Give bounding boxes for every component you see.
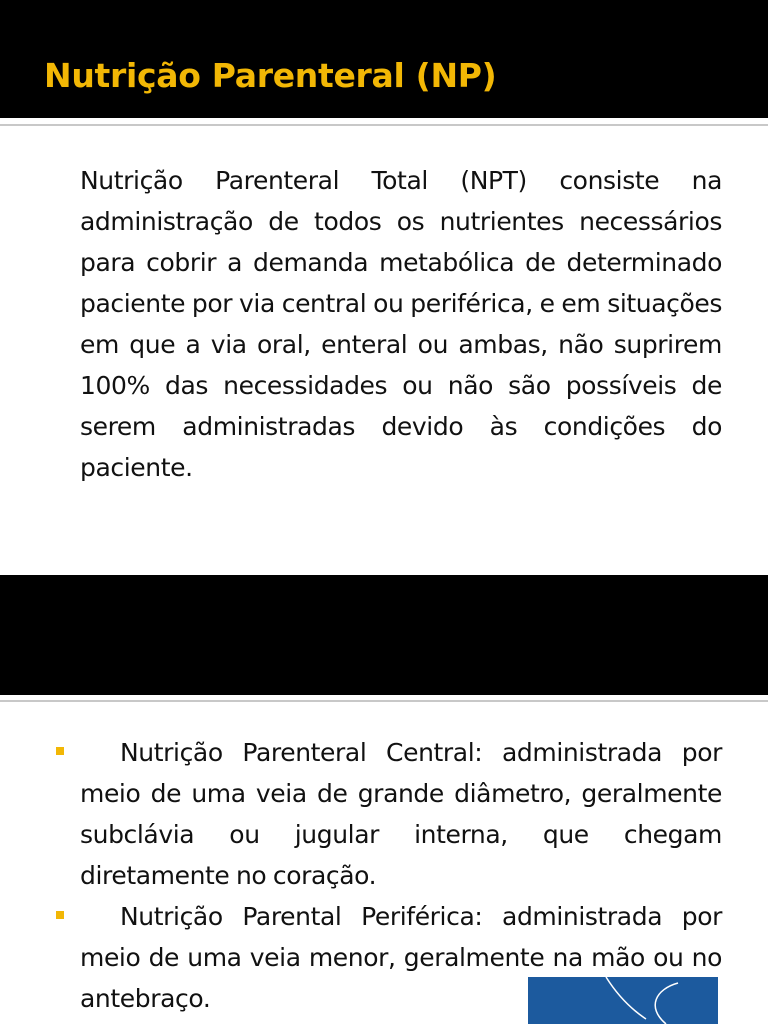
title-bar-slide-2 xyxy=(0,575,768,695)
title-divider-slide-2 xyxy=(0,700,768,702)
illustration-image xyxy=(528,977,718,1024)
bullet-square-icon xyxy=(56,911,64,919)
bullet-square-icon xyxy=(56,747,64,755)
slide-title: Nutrição Parenteral (NP) xyxy=(44,56,497,95)
bullet-text-peripheral: Nutrição Parental Periférica: administrada por meio de uma veia menor, geralmente na mão ou no antebraço. xyxy=(80,902,722,1013)
title-bar xyxy=(0,0,768,118)
list-item xyxy=(0,732,768,896)
bullet-list xyxy=(0,732,768,1019)
title-divider xyxy=(0,124,768,126)
bullet-text-central: Nutrição Parenteral Central: administrada por meio de uma veia de grande diâmetro, geralmente subclávia ou jugular interna, que chegam diretamente no coração. xyxy=(80,738,722,890)
definition-paragraph: Nutrição Parenteral Total (NPT) consiste na administração de todos os nutrientes necessários para cobrir a demanda metabólica de determinado paciente por via central ou periférica, e em situações em que a via oral, enteral ou ambas, não suprirem 100% das necessidades ou não são possíveis de serem administradas devido às condições do paciente. xyxy=(80,166,722,482)
